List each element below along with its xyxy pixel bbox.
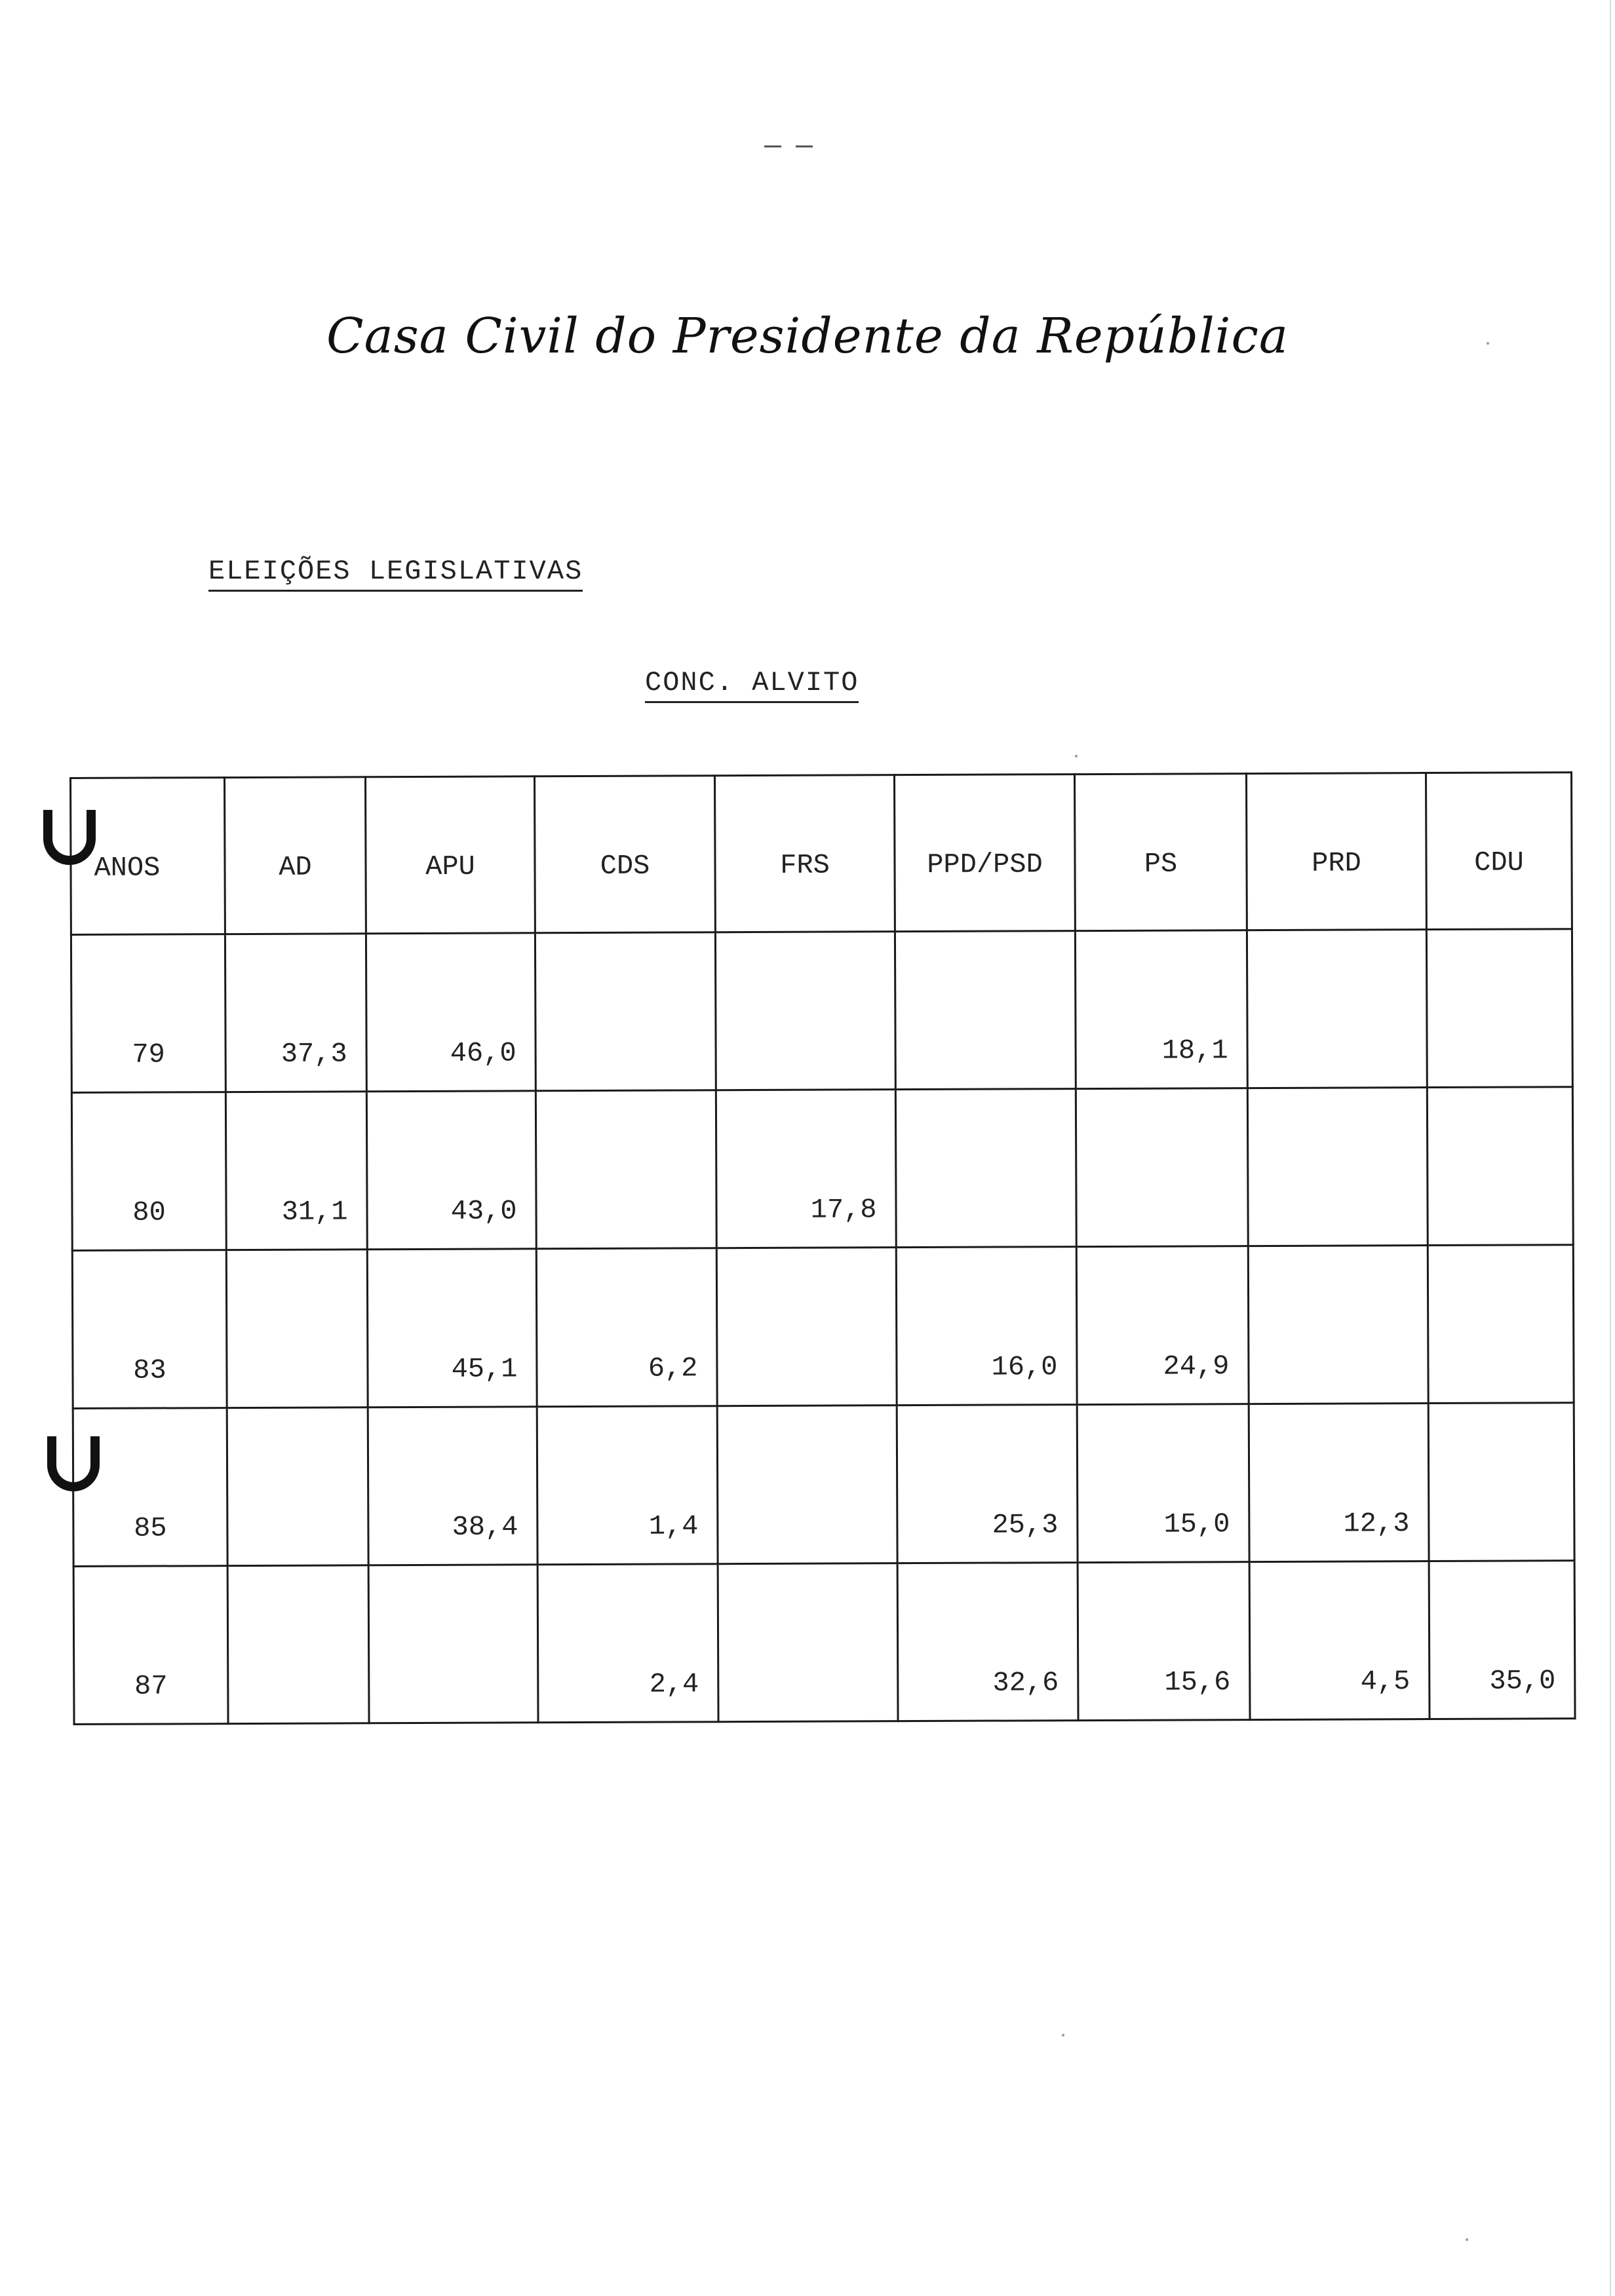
document-title: ELEIÇÕES LEGISLATIVAS (208, 556, 583, 592)
table-cell: 15,6 (1078, 1562, 1250, 1721)
table-cell (1427, 1087, 1573, 1246)
table-cell: 16,0 (896, 1247, 1077, 1406)
table-cell: 38,4 (368, 1407, 537, 1565)
table-cell (1248, 1246, 1428, 1404)
document-subtitle: CONC. ALVITO (645, 667, 859, 703)
table-cell: 45,1 (367, 1249, 537, 1407)
year-cell: 87 (73, 1566, 228, 1725)
table-cell (368, 1565, 538, 1723)
table-cell (717, 1406, 897, 1564)
table-cell (716, 1248, 897, 1406)
table-cell (895, 931, 1076, 1090)
year-cell: 79 (71, 934, 225, 1093)
table-row (73, 1561, 1575, 1725)
column-header: PRD (1246, 773, 1426, 930)
table-cell (227, 1565, 369, 1724)
table-cell (1247, 1088, 1428, 1246)
table-row (71, 1087, 1573, 1251)
table-cell: 43,0 (366, 1091, 536, 1250)
table-cell: 25,3 (897, 1405, 1078, 1563)
table-cell (715, 932, 895, 1090)
table-row (73, 1403, 1574, 1567)
year-cell: 83 (72, 1250, 227, 1409)
binder-clip-icon (43, 810, 96, 865)
mark-dash (796, 145, 813, 147)
table-cell (1428, 1245, 1574, 1404)
table-cell: 32,6 (897, 1563, 1078, 1721)
speck (1466, 2238, 1468, 2241)
table-row (72, 1245, 1574, 1409)
table-cell (1428, 1403, 1574, 1561)
mark-dash (764, 145, 781, 147)
table-cell: 18,1 (1075, 930, 1247, 1089)
table-cell: 4,5 (1249, 1561, 1430, 1720)
column-header: CDS (535, 776, 716, 933)
column-header: PS (1074, 774, 1247, 931)
speck (1062, 2034, 1064, 2037)
table-cell (718, 1563, 898, 1722)
column-header: APU (366, 776, 535, 934)
table-cell: 46,0 (366, 933, 535, 1092)
year-cell: 80 (71, 1092, 226, 1251)
letterhead: Casa Civil do Presidente da República (326, 308, 1289, 364)
speck (1487, 342, 1489, 345)
table-cell: 35,0 (1429, 1561, 1575, 1719)
speck (1075, 755, 1078, 757)
column-header: CDU (1426, 773, 1572, 930)
table-cell: 15,0 (1077, 1404, 1249, 1563)
table-cell (895, 1089, 1076, 1248)
table-cell (226, 1250, 368, 1408)
binder-clip-icon (47, 1436, 100, 1491)
table-cell: 6,2 (536, 1248, 717, 1407)
table-cell: 37,3 (225, 934, 366, 1092)
table-cell: 2,4 (537, 1564, 718, 1723)
table-cell: 1,4 (537, 1406, 718, 1565)
table-cell (1247, 930, 1427, 1088)
table-cell: 31,1 (225, 1092, 367, 1250)
table-cell (227, 1407, 368, 1566)
table-cell: 24,9 (1076, 1246, 1249, 1405)
column-header: FRS (714, 775, 895, 932)
table-cell (535, 1090, 716, 1249)
table-cell: 17,8 (716, 1090, 896, 1248)
table-cell (1076, 1088, 1248, 1247)
table-cell (1426, 929, 1572, 1088)
column-header: ANOS (71, 778, 225, 935)
results-table (69, 771, 1576, 1725)
table-cell (535, 932, 716, 1091)
table-row (71, 929, 1572, 1093)
column-header: AD (225, 777, 366, 934)
table-header-row (71, 773, 1572, 935)
table-cell: 12,3 (1249, 1404, 1429, 1562)
year-cell: 85 (73, 1408, 227, 1567)
column-header: PPD/PSD (894, 775, 1075, 932)
